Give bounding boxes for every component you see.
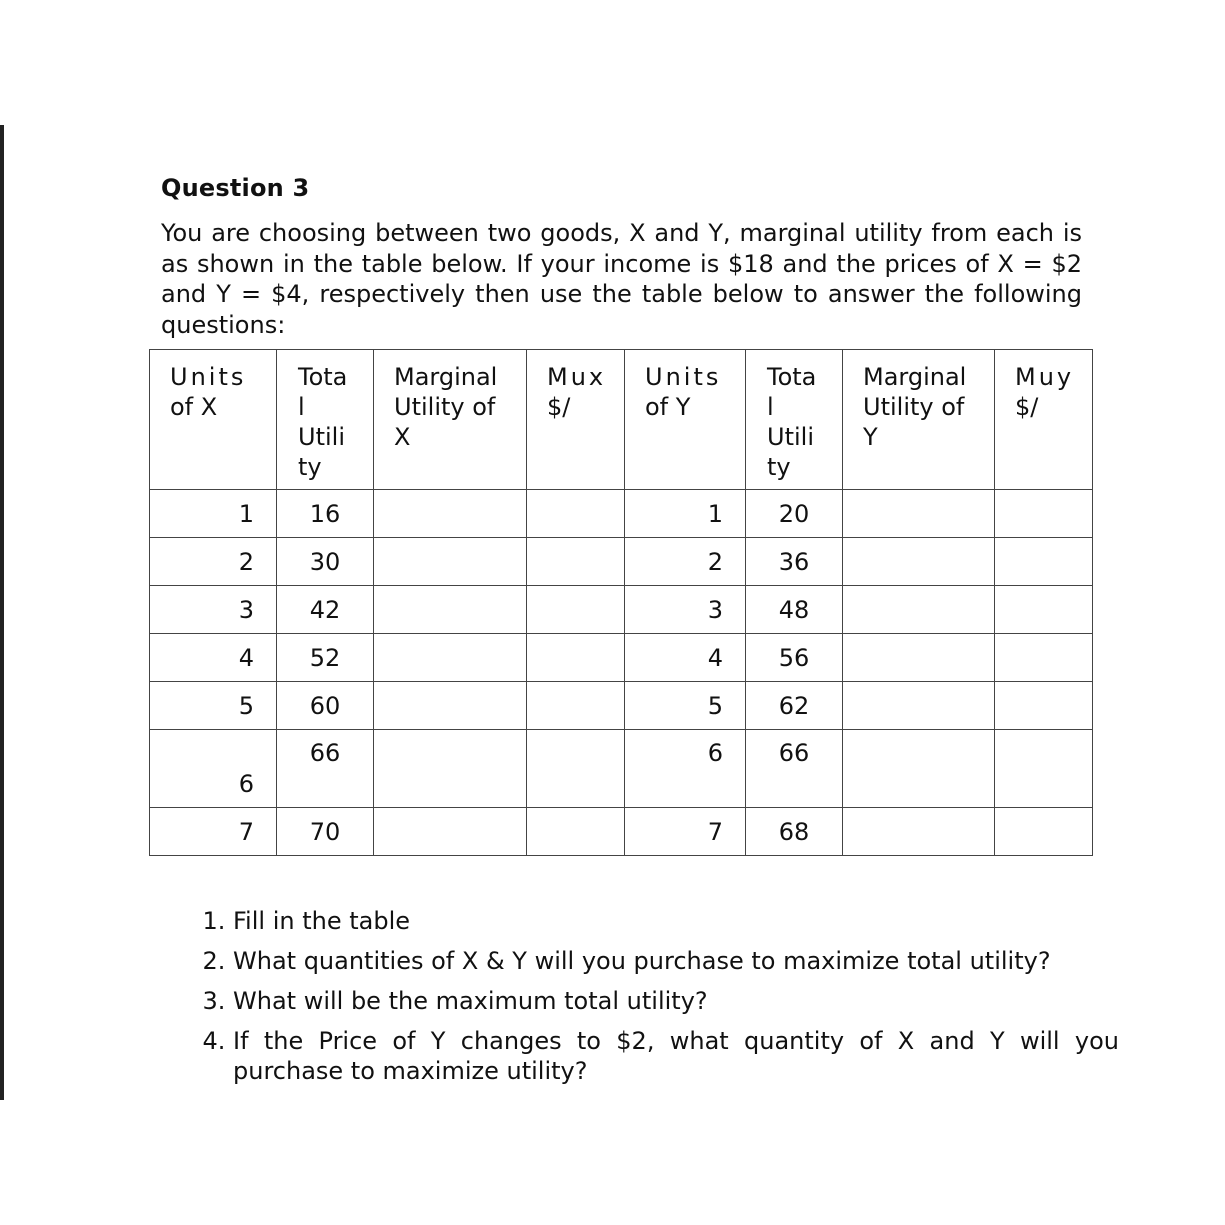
cell-mux-blank (527, 682, 625, 730)
cell-total-utility-y: 62 (746, 682, 843, 730)
cell-units-x: 4 (150, 634, 277, 682)
cell-marginal-utility-x-blank (374, 730, 527, 808)
header-units-y: Units of Y (625, 350, 746, 490)
cell-muy-blank (995, 538, 1093, 586)
header-units-x: Units of X (150, 350, 277, 490)
header-total-utility-y: Tota l Utili ty (746, 350, 843, 490)
cell-total-utility-x: 70 (277, 808, 374, 856)
header-total-utility-x: Tota l Utili ty (277, 350, 374, 490)
cell-marginal-utility-y-blank (843, 808, 995, 856)
header-mux: Mux $/ (527, 350, 625, 490)
question-title: Question 3 (161, 174, 310, 202)
cell-units-y: 7 (625, 808, 746, 856)
cell-total-utility-x: 30 (277, 538, 374, 586)
page-left-border (0, 125, 4, 1100)
cell-units-y: 1 (625, 490, 746, 538)
cell-mux-blank (527, 538, 625, 586)
cell-total-utility-x: 60 (277, 682, 374, 730)
question-intro: You are choosing between two goods, X and Y, marginal utility from each is as shown in the table below. If your income is $18 and the prices of X = $2 and Y = $4, respectively then use the table below to answer the following questions: (161, 219, 1082, 339)
cell-units-x: 3 (150, 586, 277, 634)
cell-units-x: 1 (150, 490, 277, 538)
cell-marginal-utility-x-blank (374, 682, 527, 730)
cell-marginal-utility-y-blank (843, 730, 995, 808)
table-row (150, 538, 1093, 586)
cell-marginal-utility-x-blank (374, 586, 527, 634)
cell-marginal-utility-y-blank (843, 538, 995, 586)
cell-mux-blank (527, 586, 625, 634)
cell-total-utility-y: 20 (746, 490, 843, 538)
cell-units-x: 7 (150, 808, 277, 856)
cell-units-y: 3 (625, 586, 746, 634)
table-row (150, 634, 1093, 682)
table-row (150, 490, 1093, 538)
cell-marginal-utility-y-blank (843, 586, 995, 634)
cell-total-utility-x: 52 (277, 634, 374, 682)
cell-mux-blank (527, 490, 625, 538)
cell-total-utility-x: 42 (277, 586, 374, 634)
question-item: 4. If the Price of Y changes to $2, what quantity of X and Y will you purchase to maximize utility? (233, 1026, 1119, 1086)
cell-total-utility-y: 48 (746, 586, 843, 634)
cell-total-utility-x: 16 (277, 490, 374, 538)
cell-total-utility-y: 68 (746, 808, 843, 856)
cell-muy-blank (995, 808, 1093, 856)
cell-mux-blank (527, 634, 625, 682)
cell-marginal-utility-y-blank (843, 682, 995, 730)
cell-mux-blank (527, 730, 625, 808)
cell-marginal-utility-x-blank (374, 634, 527, 682)
cell-mux-blank (527, 808, 625, 856)
header-marginal-utility-x: Marginal Utility of X (374, 350, 527, 490)
cell-muy-blank (995, 730, 1093, 808)
cell-total-utility-x: 66 (277, 730, 374, 808)
cell-units-y: 2 (625, 538, 746, 586)
cell-muy-blank (995, 682, 1093, 730)
cell-units-y: 5 (625, 682, 746, 730)
table-header-row (150, 350, 1093, 490)
table-row (150, 808, 1093, 856)
cell-units-y: 4 (625, 634, 746, 682)
question-item: 2. What quantities of X & Y will you purchase to maximize total utility? (233, 946, 1119, 976)
cell-marginal-utility-x-blank (374, 538, 527, 586)
cell-units-y: 6 (625, 730, 746, 808)
table-row (150, 682, 1093, 730)
cell-total-utility-y: 66 (746, 730, 843, 808)
cell-marginal-utility-y-blank (843, 490, 995, 538)
question-item: 3. What will be the maximum total utility? (233, 986, 1119, 1016)
cell-total-utility-y: 36 (746, 538, 843, 586)
cell-total-utility-y: 56 (746, 634, 843, 682)
header-marginal-utility-y: Marginal Utility of Y (843, 350, 995, 490)
table-row (150, 586, 1093, 634)
utility-table (149, 349, 1093, 856)
cell-muy-blank (995, 490, 1093, 538)
cell-marginal-utility-y-blank (843, 634, 995, 682)
cell-units-x: 6 (150, 730, 277, 808)
header-muy: Muy $/ (995, 350, 1093, 490)
question-item: 1. Fill in the table (233, 906, 1119, 936)
cell-muy-blank (995, 586, 1093, 634)
cell-units-x: 2 (150, 538, 277, 586)
question-list (195, 906, 1119, 1096)
cell-marginal-utility-x-blank (374, 808, 527, 856)
table-row (150, 730, 1093, 808)
cell-marginal-utility-x-blank (374, 490, 527, 538)
cell-units-x: 5 (150, 682, 277, 730)
cell-muy-blank (995, 634, 1093, 682)
